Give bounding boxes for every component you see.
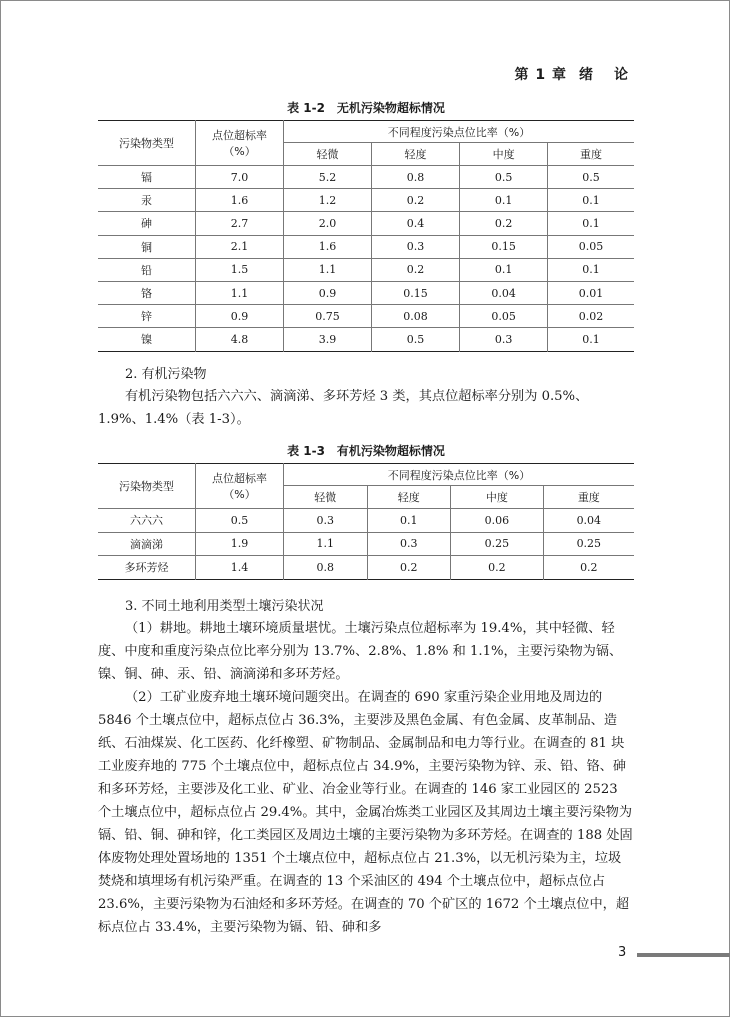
pollutant-name-cell: 汞: [98, 189, 196, 212]
value-cell: 0.04: [543, 509, 634, 533]
value-cell: 2.0: [284, 212, 372, 235]
pollutant-name-cell: 镉: [98, 166, 196, 189]
header-pollutant-type: 污染物类型: [98, 121, 196, 166]
table-row: [98, 258, 634, 281]
table-1-3-caption: 表 1-3 有机污染物超标情况: [287, 444, 445, 458]
value-cell: 0.06: [451, 509, 544, 533]
table-row: [98, 281, 634, 304]
value-cell: 1.2: [284, 189, 372, 212]
value-cell: 7.0: [196, 166, 284, 189]
value-cell: 0.5: [460, 166, 548, 189]
chapter-title-char-1: 绪: [579, 67, 594, 83]
value-cell: 0.01: [548, 281, 634, 304]
header-level-ratio: 不同程度污染点位比率（%）: [284, 464, 635, 486]
table-1-2: [98, 120, 634, 352]
value-cell: 0.2: [543, 556, 634, 580]
value-cell: 1.6: [196, 189, 284, 212]
page-number-bar: [637, 953, 730, 957]
running-head: [515, 64, 630, 84]
value-cell: 0.3: [460, 328, 548, 351]
table-row: [98, 305, 634, 328]
header-pollutant-type: 污染物类型: [98, 464, 196, 509]
table-row: [98, 189, 634, 212]
header-exceed-rate: [196, 464, 284, 509]
pollutant-name-cell: 滴滴涕: [98, 532, 196, 556]
header-level-severe: 重度: [543, 486, 634, 509]
paragraph-farmland: （1）耕地。耕地土壤环境质量堪忧。土壤污染点位超标率为 19.4%，其中轻微、轻度、中度和重度污染点位比率分别为 13.7%、2.8%、1.8% 和 1.1%，主要污染物为镉、镍、铜、砷、汞、铅、滴滴涕和多环芳烃。: [98, 621, 623, 682]
header-level-light: 轻度: [367, 486, 451, 509]
value-cell: 1.1: [284, 258, 372, 281]
value-cell: 0.05: [460, 305, 548, 328]
pollutant-name-cell: 六六六: [98, 509, 196, 533]
table-1-2-caption: 表 1-2 无机污染物超标情况: [287, 101, 445, 115]
paragraph-industrial-land: （2）工矿业废弃地土壤环境问题突出。在调查的 690 家重污染企业用地及周边的 5846 个土壤点位中，超标点位占 36.3%，主要涉及黑色金属、有色金属、皮革制品、造纸、石油煤炭、化工医药、化纤橡塑、矿物制品、金属制品和电力等行业。在调查的 81 块工业废弃地的 775 个土壤点位中，超标点位占 34.9%，主要污染物为锌、汞、铅、铬、砷和多环芳烃，主要涉及化工业、矿业、冶金业等行业。在调查的 146 家工业园区的 2523 个土壤点位中，超标点位占 29.4%。其中，金属冶炼类工业园区及其周边土壤主要污染物为镉、铅、铜、砷和锌，化工类园区及周边土壤的主要污染物为多环芳烃。在调查的 188 处固体废物处理处置场地的 1351 个土壤点位中，超标点位占 21.3%，以无机污染为主，垃圾焚烧和填埋场有机污染严重。在调查的 13 个采油区的 494 个土壤点位中，超标点位占 23.6%，主要污染物为石油烃和多环芳烃。在调查的 70 个矿区的 1672 个土壤点位中，超标点位占 33.4%，主要污染物为镉、铅、砷和多: [98, 690, 633, 935]
value-cell: 0.3: [284, 509, 368, 533]
header-exceed-rate-unit: （%）: [223, 145, 256, 158]
value-cell: 5.2: [284, 166, 372, 189]
value-cell: 0.8: [284, 556, 368, 580]
value-cell: 0.2: [451, 556, 544, 580]
value-cell: 1.9: [196, 532, 284, 556]
pollutant-name-cell: 锌: [98, 305, 196, 328]
value-cell: 0.04: [460, 281, 548, 304]
header-level-slight: 轻微: [284, 143, 372, 166]
value-cell: 2.7: [196, 212, 284, 235]
value-cell: 0.1: [460, 258, 548, 281]
section-2-heading: 2. 有机污染物: [125, 367, 207, 382]
value-cell: 0.5: [548, 166, 634, 189]
value-cell: 4.8: [196, 328, 284, 351]
value-cell: 0.02: [548, 305, 634, 328]
header-exceed-rate-unit: （%）: [223, 488, 256, 501]
value-cell: 0.8: [372, 166, 460, 189]
header-exceed-rate-label: 点位超标率: [212, 129, 267, 142]
value-cell: 2.1: [196, 235, 284, 258]
pollutant-name-cell: 砷: [98, 212, 196, 235]
header-level-moderate: 中度: [460, 143, 548, 166]
value-cell: 0.4: [372, 212, 460, 235]
value-cell: 0.1: [460, 189, 548, 212]
value-cell: 0.1: [548, 258, 634, 281]
value-cell: 0.3: [367, 532, 451, 556]
value-cell: 0.15: [460, 235, 548, 258]
table-row: [98, 509, 634, 533]
value-cell: 0.5: [372, 328, 460, 351]
table-row: [98, 212, 634, 235]
table-1-3-body: [98, 509, 634, 580]
value-cell: 0.1: [548, 328, 634, 351]
table-1-2-body: [98, 166, 634, 352]
pollutant-name-cell: 多环芳烃: [98, 556, 196, 580]
table-row: [98, 532, 634, 556]
value-cell: 0.25: [543, 532, 634, 556]
header-level-light: 轻度: [372, 143, 460, 166]
header-level-severe: 重度: [548, 143, 634, 166]
value-cell: 1.6: [284, 235, 372, 258]
pollutant-name-cell: 镍: [98, 328, 196, 351]
table-row: [98, 556, 634, 580]
table-row: [98, 328, 634, 351]
value-cell: 0.15: [372, 281, 460, 304]
value-cell: 0.2: [460, 212, 548, 235]
header-level-slight: 轻微: [284, 486, 368, 509]
value-cell: 0.9: [284, 281, 372, 304]
table-row: [98, 235, 634, 258]
section-3-body: [98, 617, 634, 939]
header-level-moderate: 中度: [451, 486, 544, 509]
value-cell: 0.2: [372, 189, 460, 212]
chapter-title-char-2: 论: [614, 67, 629, 83]
value-cell: 0.1: [367, 509, 451, 533]
value-cell: 0.25: [451, 532, 544, 556]
value-cell: 0.5: [196, 509, 284, 533]
section-2-body: [98, 385, 634, 431]
value-cell: 1.5: [196, 258, 284, 281]
section-2-paragraph: 有机污染物包括六六六、滴滴涕、多环芳烃 3 类，其点位超标率分别为 0.5%、1.9%、1.4%（表 1-3）。: [98, 389, 589, 427]
value-cell: 0.1: [548, 212, 634, 235]
value-cell: 1.1: [196, 281, 284, 304]
page-number: 3: [618, 945, 627, 960]
pollutant-name-cell: 铬: [98, 281, 196, 304]
value-cell: 0.75: [284, 305, 372, 328]
value-cell: 1.4: [196, 556, 284, 580]
value-cell: 0.05: [548, 235, 634, 258]
value-cell: 1.1: [284, 532, 368, 556]
section-3-heading: 3. 不同土地利用类型土壤污染状况: [125, 599, 324, 614]
table-row: [98, 166, 634, 189]
value-cell: 0.2: [372, 258, 460, 281]
value-cell: 3.9: [284, 328, 372, 351]
value-cell: 0.2: [367, 556, 451, 580]
pollutant-name-cell: 铅: [98, 258, 196, 281]
value-cell: 0.3: [372, 235, 460, 258]
value-cell: 0.9: [196, 305, 284, 328]
chapter-label: 第 1 章: [514, 67, 567, 83]
value-cell: 0.1: [548, 189, 634, 212]
header-exceed-rate-label: 点位超标率: [212, 472, 267, 485]
header-level-ratio: 不同程度污染点位比率（%）: [284, 121, 635, 143]
header-exceed-rate: [196, 121, 284, 166]
table-1-3: [98, 463, 634, 580]
value-cell: 0.08: [372, 305, 460, 328]
pollutant-name-cell: 铜: [98, 235, 196, 258]
